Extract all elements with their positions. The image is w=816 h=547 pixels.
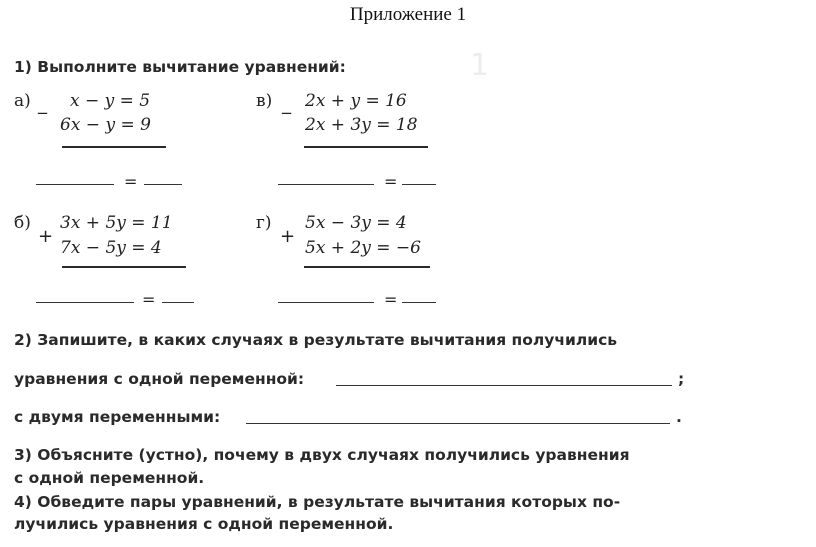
- item-g-answer-blank-right[interactable]: [402, 302, 436, 303]
- item-v-underline: [304, 146, 428, 148]
- worksheet-scan: [0, 38, 816, 547]
- item-v-answer-blank-right[interactable]: [402, 184, 436, 185]
- item-a-operator: _: [38, 94, 47, 115]
- item-b-equation-2: 7x − 5y = 4: [60, 238, 162, 258]
- item-v-equation-1: 2x + y = 16: [305, 91, 407, 111]
- task2-period: .: [676, 408, 682, 426]
- item-b-equals-sign: =: [142, 290, 156, 309]
- item-g-answer-blank-left[interactable]: [278, 302, 374, 303]
- item-v-equals-sign: =: [384, 172, 398, 191]
- task2-answer-line-one-variable[interactable]: [336, 385, 672, 386]
- task4-line-1: 4) Обведите пары уравнений, в результате вычитания которых по-: [14, 493, 621, 511]
- task4-line-2: лучились уравнения с одной переменной.: [14, 515, 394, 533]
- item-b-answer-blank-left[interactable]: [36, 302, 134, 303]
- item-a-equation-2: 6x − y = 9: [60, 115, 151, 135]
- item-a-label: а): [14, 91, 31, 111]
- task2-line-2: уравнения с одной переменной:: [14, 370, 305, 388]
- item-g-label: г): [256, 213, 272, 233]
- item-g-operator: +: [280, 226, 296, 247]
- item-b-label: б): [14, 213, 31, 233]
- item-b-answer-blank-right[interactable]: [162, 302, 194, 303]
- item-v-equation-2: 2x + 3y = 18: [305, 115, 418, 135]
- item-a-underline: [62, 146, 166, 148]
- item-b-operator: +: [38, 226, 54, 247]
- item-a-answer-blank-left[interactable]: [36, 184, 114, 185]
- task1-title: 1) Выполните вычитание уравнений:: [14, 58, 346, 76]
- task3-line-2: с одной переменной.: [14, 469, 205, 487]
- task3-line-1: 3) Объясните (устно), почему в двух случаях получились уравнения: [14, 446, 630, 464]
- bleed-through-mark: 1: [470, 48, 490, 83]
- item-b-equation-1: 3x + 5y = 11: [60, 213, 173, 233]
- item-a-equals-sign: =: [124, 172, 138, 191]
- item-v-answer-blank-left[interactable]: [278, 184, 374, 185]
- item-b-underline: [62, 266, 186, 268]
- item-g-equation-2: 5x + 2y = −6: [305, 238, 421, 258]
- item-v-label: в): [256, 91, 273, 111]
- item-g-equation-1: 5x − 3y = 4: [305, 213, 407, 233]
- item-g-underline: [304, 266, 430, 268]
- item-a-equation-1: x − y = 5: [70, 91, 151, 111]
- item-a-answer-blank-right[interactable]: [144, 184, 182, 185]
- item-v-operator: _: [282, 94, 291, 115]
- appendix-title: Приложение 1: [349, 4, 467, 25]
- task2-answer-line-two-variables[interactable]: [246, 423, 670, 424]
- task2-semicolon: ;: [678, 370, 685, 388]
- task2-line-3: с двумя переменными:: [14, 408, 221, 426]
- item-g-equals-sign: =: [384, 290, 398, 309]
- task2-line-1: 2) Запишите, в каких случаях в результате вычитания получились: [14, 331, 618, 349]
